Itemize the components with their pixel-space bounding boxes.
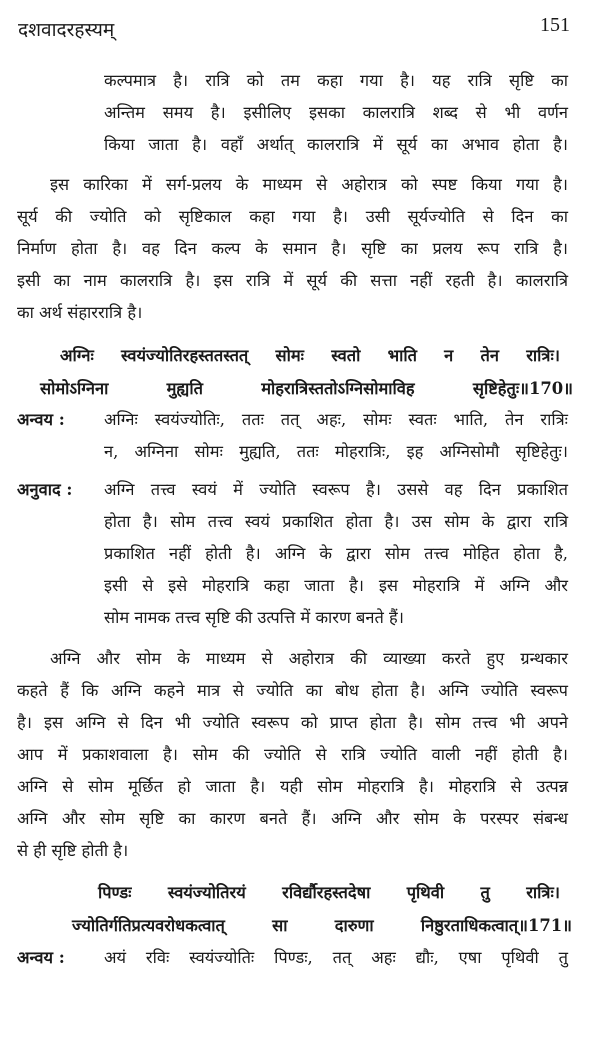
paragraph-line: कहते हैं कि अग्नि कहने मात्र से ज्योति का बोध होता है। अग्नि ज्योति स्वरूप xyxy=(17,681,568,700)
paragraph-line: किया जाता है। वहाँ अर्थात् कालरात्रि में सूर्य का अभाव होता है। xyxy=(104,135,568,154)
paragraph-line: अग्नि से सोम मूर्छित हो जाता है। यही सोम मोहरात्रि है। मोहरात्रि से उत्पन्न xyxy=(17,777,568,796)
page-number: 151 xyxy=(540,14,570,36)
verse-line: पिण्डः स्वयंज्योतिरयं रविर्द्यौरहस्तदेषा पृथिवी तु रात्रिः। xyxy=(98,883,560,902)
anuvad-line: सोम नामक तत्त्व सृष्टि की उत्पत्ति में कारण बनते हैं। xyxy=(104,608,404,627)
anuvad-line: अग्नि तत्त्व स्वयं में ज्योति स्वरूप है। उससे वह दिन प्रकाशित xyxy=(104,480,568,499)
anvaya-line: अग्निः स्वयंज्योतिः, ततः तत् अहः, सोमः स्वतः भाति, तेन रात्रिः xyxy=(104,410,568,429)
paragraph-line: सूर्य की ज्योति को सृष्टिकाल कहा गया है। उसी सूर्यज्योति से दिन का xyxy=(17,207,568,226)
paragraph-line: अन्तिम समय है। इसीलिए इसका कालरात्रि शब्द से भी वर्णन xyxy=(104,103,568,122)
paragraph-line: आप में प्रकाशवाला है। सोम की ज्योति से रात्रि ज्योति वाली नहीं होती है। xyxy=(17,745,568,764)
anvaya-line: अयं रविः स्वयंज्योतिः पिण्डः, तत् अहः द्यौः, एषा पृथिवी तु xyxy=(104,948,568,967)
anvaya-label: अन्वय : xyxy=(17,948,65,967)
running-header-title: दशवादरहस्यम् xyxy=(18,19,115,41)
anuvad-line: इसी से इसे मोहरात्रि कहा जाता है। इस मोहरात्रि में अग्नि और xyxy=(104,576,568,595)
verse-line: अग्निः स्वयंज्योतिरहस्ततस्तत् सोमः स्वतो भाति न तेन रात्रिः। xyxy=(60,346,560,365)
paragraph-line: का अर्थ संहाररात्रि है। xyxy=(17,303,143,322)
anvaya-label: अन्वय : xyxy=(17,410,65,429)
verse-line: ज्योतिर्गतिप्रत्यवरोधकत्वात् सा दारुणा निष्ठुरताधिकत्वात्॥171॥ xyxy=(72,916,572,935)
anuvad-label: अनुवाद : xyxy=(17,480,73,499)
paragraph-line: है। इस अग्नि से दिन भी ज्योति स्वरूप को प्राप्त होता है। सोम तत्त्व भी अपने xyxy=(17,713,568,732)
paragraph-line: अग्नि और सोम के माध्यम से अहोरात्र की व्याख्या करते हुए ग्रन्थकार xyxy=(50,649,568,668)
paragraph-line: से ही सृष्टि होती है। xyxy=(17,841,129,860)
anuvad-line: प्रकाशित नहीं होती है। अग्नि के द्वारा सोम तत्त्व मोहित होता है, xyxy=(104,544,568,563)
anuvad-line: होता है। सोम तत्त्व स्वयं प्रकाशित होता है। उस सोम के द्वारा रात्रि xyxy=(104,512,568,531)
paragraph-line: इस कारिका में सर्ग-प्रलय के माध्यम से अहोरात्र को स्पष्ट किया गया है। xyxy=(50,175,568,194)
anvaya-line: न, अग्निना सोमः मुह्यति, ततः मोहरात्रिः, इह अग्निसोमौ सृष्टिहेतुः। xyxy=(104,442,568,461)
paragraph-line: इसी का नाम कालरात्रि है। इस रात्रि में सूर्य की सत्ता नहीं रहती है। कालरात्रि xyxy=(17,271,568,290)
paragraph-line: अग्नि और सोम सृष्टि का कारण बनते हैं। अग्नि और सोम के परस्पर संबन्ध xyxy=(17,809,568,828)
paragraph-line: निर्माण होता है। वह दिन कल्प के समान है। सृष्टि का प्रलय रूप रात्रि है। xyxy=(17,239,568,258)
paragraph-line: कल्पमात्र है। रात्रि को तम कहा गया है। यह रात्रि सृष्टि का xyxy=(104,71,568,90)
verse-line: सोमोऽग्निना मुह्यति मोहरात्रिस्ततोऽग्निसोमाविह सृष्टिहेतुः॥170॥ xyxy=(40,379,573,398)
